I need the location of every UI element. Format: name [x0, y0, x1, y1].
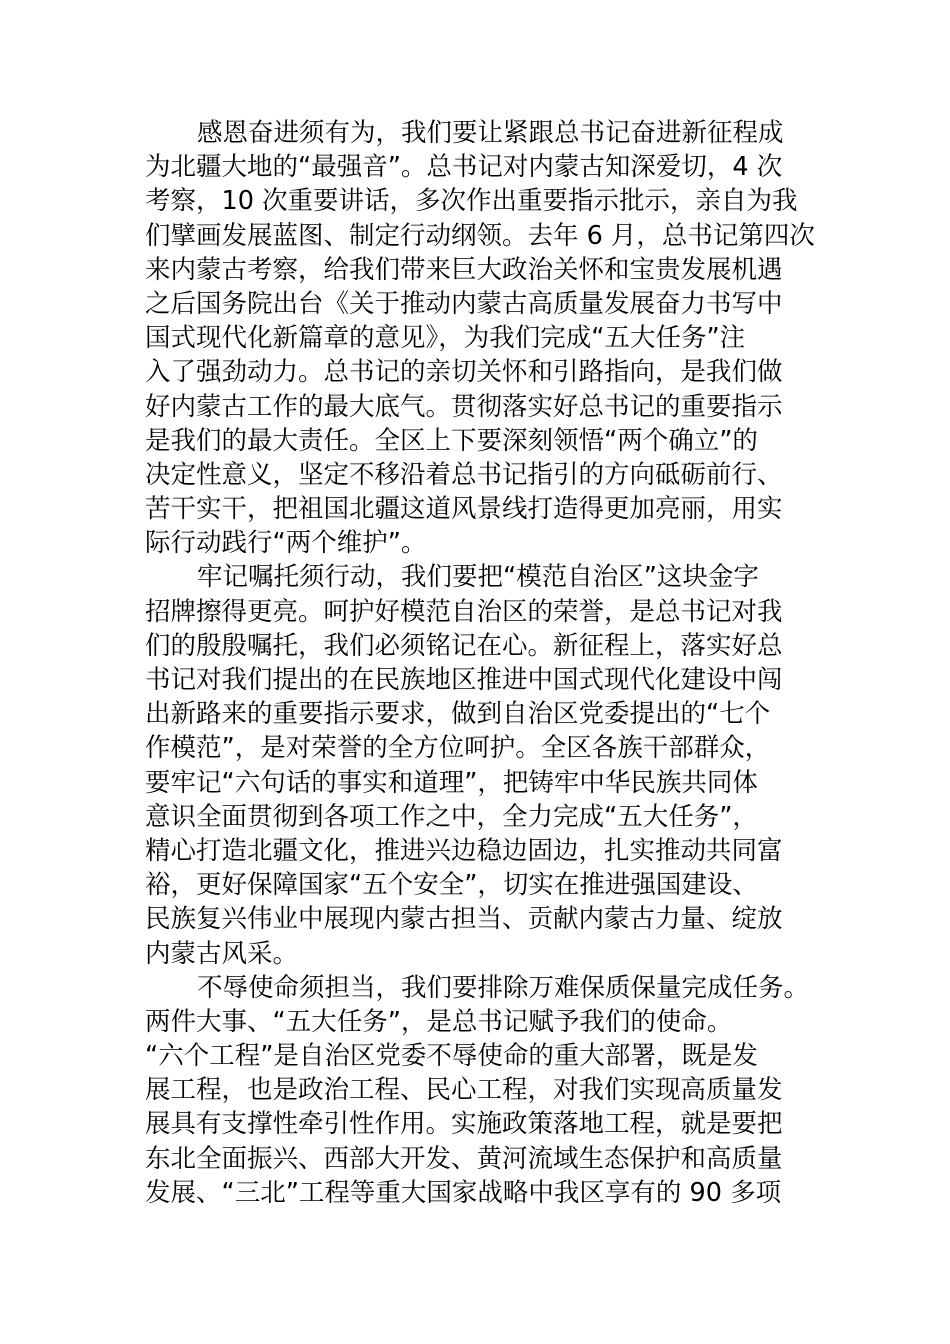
- paragraph-2-line-10: 裕，更好保障国家“五个安全”，切实在推进强国建设、: [145, 870, 758, 901]
- paragraph-2-line-7: 要牢记“六句话的事实和道理”，把铸牢中华民族共同体: [145, 767, 758, 798]
- paragraph-1-line-13: 际行动践行“两个维护”。: [145, 528, 427, 559]
- paragraph-2-line-11: 民族复兴伟业中展现内蒙古担当、贡献内蒙古力量、绽放: [145, 904, 783, 935]
- paragraph-2-line-6: 作模范”，是对荣誉的全方位呵护。全区各族干部群众，: [145, 733, 771, 764]
- paragraph-1-line-9: 好内蒙古工作的最大底气。贯彻落实好总书记的重要指示: [145, 391, 783, 422]
- paragraph-1-line-3: 考察，10 次重要讲话，多次作出重要指示批示，亲自为我: [145, 186, 798, 217]
- paragraph-3-line-1: 不辱使命须担当，我们要排除万难保质保量完成任务。: [197, 972, 810, 1003]
- paragraph-1-line-7: 国式现代化新篇章的意见》，为我们完成“五大任务”注: [145, 323, 746, 354]
- paragraph-3-line-4: 展工程，也是政治工程、民心工程，对我们实现高质量发: [145, 1075, 783, 1106]
- paragraph-2-line-5: 出新路来的重要指示要求，做到自治区党委提出的“七个: [145, 699, 771, 730]
- paragraph-2-line-1: 牢记嘱托须行动，我们要把“模范自治区”这块金字: [197, 562, 759, 593]
- paragraph-1-line-5: 来内蒙古考察，给我们带来巨大政治关怀和宝贵发展机遇: [145, 254, 783, 285]
- paragraph-2-line-8: 意识全面贯彻到各项工作之中，全力完成“五大任务”，: [145, 801, 758, 832]
- paragraph-2-line-9: 精心打造北疆文化，推进兴边稳边固边，扎实推动共同富: [145, 835, 783, 866]
- paragraph-2-line-3: 们的殷殷嘱托，我们必须铭记在心。新征程上，落实好总: [145, 630, 783, 661]
- paragraph-3-line-6: 东北全面振兴、西部大开发、黄河流域生态保护和高质量: [145, 1143, 783, 1174]
- paragraph-1-line-12: 苦干实干，把祖国北疆这道风景线打造得更加亮丽，用实: [145, 494, 783, 525]
- paragraph-3-line-3: “六个工程”是自治区党委不辱使命的重大部署，既是发: [145, 1041, 758, 1072]
- paragraph-2-line-2: 招牌擦得更亮。呵护好模范自治区的荣誉，是总书记对我: [145, 596, 783, 627]
- paragraph-1-line-1: 感恩奋进须有为，我们要让紧跟总书记奋进新征程成: [197, 118, 784, 148]
- document-body: [145, 116, 825, 1210]
- paragraph-2-line-4: 书记对我们提出的在民族地区推进中国式现代化建设中闯: [145, 665, 783, 695]
- paragraph-3-line-7: 发展、“三北”工程等重大国家战略中我区享有的 90 多项: [145, 1177, 782, 1208]
- paragraph-1-line-2: 为北疆大地的“最强音”。总书记对内蒙古知深爱切，4 次: [145, 152, 783, 183]
- paragraph-2-line-12: 内蒙古风采。: [145, 938, 299, 969]
- paragraph-3-line-2: 两件大事、“五大任务”，是总书记赋予我们的使命。: [145, 1006, 733, 1037]
- paragraph-1-line-11: 决定性意义，坚定不移沿着总书记指引的方向砥砺前行、: [145, 459, 783, 490]
- paragraph-1-line-8: 入了强劲动力。总书记的亲切关怀和引路指向，是我们做: [145, 357, 783, 388]
- paragraph-1-line-4: 们擘画发展蓝图、制定行动纲领。去年 6 月，总书记第四次: [145, 220, 815, 251]
- paragraph-1-line-6: 之后国务院出台《关于推动内蒙古高质量发展奋力书写中: [145, 288, 783, 319]
- paragraph-3-line-5: 展具有支撑性牵引性作用。实施政策落地工程，就是要把: [145, 1109, 783, 1140]
- paragraph-1-line-10: 是我们的最大责任。全区上下要深刻领悟“两个确立”的: [145, 425, 758, 456]
